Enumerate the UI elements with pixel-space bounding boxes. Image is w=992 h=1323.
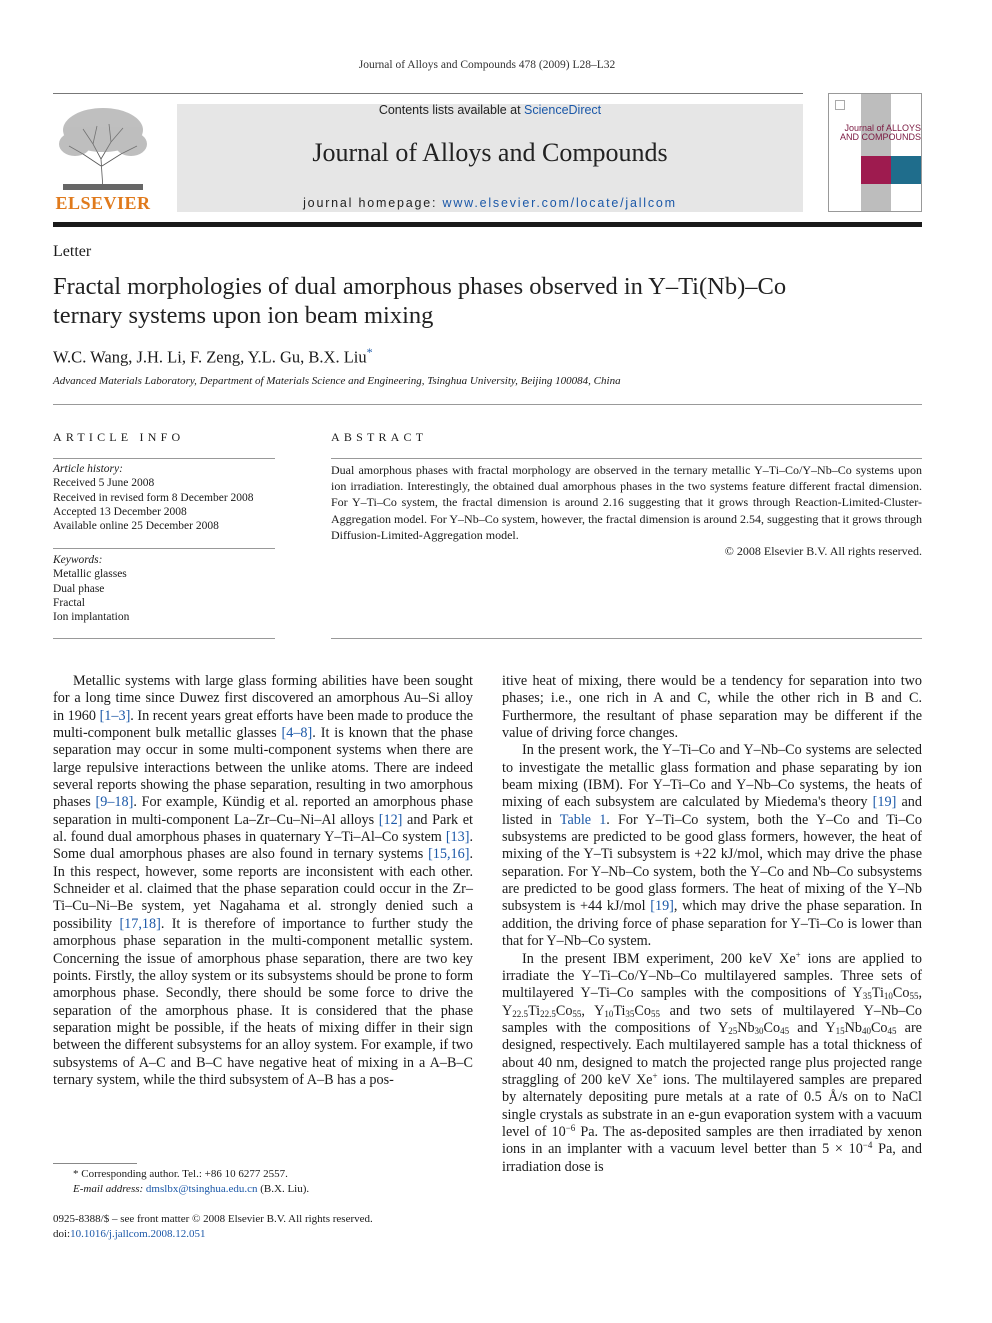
citation-link[interactable]: [1–3] (99, 707, 131, 724)
journal-cover-thumbnail[interactable] (828, 93, 922, 212)
keyword: Metallic glasses (53, 568, 127, 581)
history-label: Article history: (53, 463, 123, 475)
citation-link[interactable]: [9–18] (95, 794, 134, 811)
cover-teal-block (891, 156, 922, 184)
cover-magenta-block (861, 156, 891, 184)
homepage-link[interactable]: www.elsevier.com/locate/jallcom (442, 196, 677, 210)
keywords-rule (53, 548, 275, 549)
article-type: Letter (53, 243, 92, 260)
keywords (53, 553, 129, 624)
contents-prefix: Contents lists available at (378, 103, 525, 117)
contents-line (177, 103, 803, 117)
citation-link[interactable]: [15,16] (428, 846, 470, 863)
article-title: Fractal morphologies of dual amorphous phases observed in Y–Ti(Nb)–Co ternary systems upon ion beam mixing (53, 273, 787, 329)
history-item: Received in revised form 8 December 2008 (53, 491, 254, 504)
history-item: Available online 25 December 2008 (53, 520, 219, 533)
author-list (53, 345, 373, 368)
citation-link[interactable]: [13] (445, 829, 470, 846)
keyword: Ion implantation (53, 611, 130, 624)
chemical-formula: $Y_{22.5}Ti_{22.5}Co_{55}$ (502, 1002, 582, 1019)
chemical-formula: $Y_{35}Ti_{10}Co_{55}$ (852, 985, 919, 1002)
abstract-text (331, 462, 922, 559)
ynbco-compositions: $Y_{25}Nb_{30}Co_{45}$ and $Y_{15}Nb_{40}Co_{45}$ (717, 1019, 897, 1036)
journal-title: Journal of Alloys and Compounds (312, 138, 668, 167)
corresponding-author-link[interactable]: * (366, 345, 373, 359)
body-column-right (502, 673, 922, 1176)
abstract-rule (331, 458, 922, 459)
affiliation: Advanced Materials Laboratory, Department of Materials Science and Engineering, Tsinghua University, Beijing 100084, China (53, 375, 621, 387)
sciencedirect-link[interactable]: ScienceDirect (524, 103, 602, 117)
authors-text: W.C. Wang, J.H. Li, F. Zeng, Y.L. Gu, B.X. Liu (53, 347, 367, 367)
front-matter (53, 1212, 373, 1241)
footnote-rule (53, 1163, 137, 1164)
history-item: Received 5 June 2008 (53, 477, 155, 490)
email-link[interactable]: dmslbx@tsinghua.edu.cn (145, 1182, 258, 1195)
cover-gray-strip (861, 94, 891, 212)
front-matter-line: 0925-8388/$ – see front matter © 2008 Elsevier B.V. All rights reserved. (53, 1213, 373, 1225)
paragraph: In the present IBM experiment, 200 keV Xe+ ions are applied to irradiate the Y–Ti–Co/Y–Nb–Co multilayered samples. Three sets of multilayered Y–Ti–Co samples with the compositions of $Y_{35}Ti_{10}Co_{55}$, $Y_{22.5}Ti_{22.5}Co_{55}$, $Y_{10}Ti_{35}Co_{55}$ and two sets of multilayered Y–Nb–Co samples with the compositions of $Y_{25}Nb_{30}Co_{45}$ and $Y_{15}Nb_{40}Co_{45}$ are designed, respectively. Each multilayered sample has a total thickness of about 40 nm, designed to match the projected range plus projected range straggling of 200 keV Xe+ ions. The multilayered samples are prepared by alternately depositing pure metals at a rate of 0.5 Å/s on to NaCl single crystals as substrate in an e-gun evaporation system with a vacuum level of $10^{-6}$ Pa. The as-deposited samples are then irradiated by xenon ions in an implanter with a vacuum level better than $5 \times 10^{-4}$ Pa, and irradiation dose is (502, 949, 923, 1175)
citation-link[interactable]: [12] (378, 811, 403, 828)
paragraph: itive heat of mixing, there would be a tendency for separation into two phases; i.e., one rich in A and C, while the other rich in B and C. Furthermore, the resultant of phase separation may be different if the value of driving force changes. (502, 673, 922, 742)
doi-link[interactable]: 10.1016/j.jallcom.2008.12.051 (70, 1227, 206, 1240)
keyword: Fractal (53, 596, 85, 609)
chemical-formula: $Y_{25}Nb_{30}Co_{45}$ (717, 1019, 790, 1036)
paragraph: In the present work, the Y–Ti–Co and Y–Nb–Co systems are selected to investigate the metallic glass formation and phase separating by ion beam mixing (IBM). For Y–Ti–Co and Y–Nb–Co systems, the heats of mixing of each subsystem are calculated by Miedema's theory [19] and listed in Table 1. For Y–Ti–Co system, both the Y–Co and Ti–Co subsystems are predicted to be good glass formers, however, the heat of mixing of the Y–Ti subsystem is +22 kJ/mol, which may drive the phase separation. For Y–Nb–Co system, both the Y–Co and Nb–Co subsystems are predicted to be good glass formers. The heat of mixing of the Y–Nb subsystem is +44 kJ/mol [19], which may drive the phase separation. In addition, the driving force of phase separation for Y–Ti–Co is lower than that for Y–Nb–Co system. (502, 742, 922, 950)
email-note: E-mail address: dmslbx@tsinghua.edu.cn (B.X. Liu). (73, 1182, 310, 1195)
citation-link[interactable]: [19] (650, 898, 674, 915)
history-item: Accepted 13 December 2008 (53, 505, 187, 518)
article-info-heading: ARTICLE INFO (53, 430, 185, 444)
chemical-formula: $Y_{10}Ti_{35}Co_{55}$ (594, 1002, 660, 1019)
ytico-compositions: $Y_{35}Ti_{10}Co_{55}$, $Y_{22.5}Ti_{22.5}Co_{55}$, $Y_{10}Ti_{35}Co_{55}$ (502, 985, 922, 1019)
keywords-label: Keywords: (53, 554, 103, 566)
elsevier-tree-icon (53, 104, 153, 192)
cover-title: Journal of ALLOYS AND COMPOUNDS (839, 123, 921, 142)
citation-link[interactable]: [17,18] (119, 915, 161, 932)
paragraph: Metallic systems with large glass forming abilities have been sought for a long time since Duwez first discovered an amorphous Au–Si alloy in 1960 [1–3]. In recent years great efforts have been made to produce the multi-component bulk metallic glasses [4–8]. It is known that the phase separation may occur in some multi-component systems when there are large repulsive interactions between the unlike atoms. There are indeed several reports showing the phase separation, resulting in two amorphous phases [9–18]. For example, Kündig et al. reported an amorphous phase separation in multi-component La–Zr–Cu–Ni–Al alloys [12] and Park et al. found dual amorphous phases in quaternary Y–Ti–Al–Co system [13]. Some dual amorphous phases are also found in ternary systems [15,16]. In this respect, however, some reports are inconsistent with each other. Schneider et al. claimed that the phase separation could occur in the Zr–Ti–Cu–Ni–Be system, yet Nagahama et al. strongly denied such a possibility [17,18]. It is therefore of importance to further study the amorphous phase separation in the multi-component metallic system. Concerning the issue of amorphous phase separation, there are two key points. Firstly, the alloy system or its subsystems should be prone to form amorphous phase. Secondly, there should be some force to drive the separation of the amorphous phase. It is considered that the phase separation might be possible, if the heats of mixing differ in their sign between the different subsystems for an alloy system. For example, if two subsystems of A–C and B–C have negative heat of mixing in a A–B–C ternary system, while the third subsystem of A–B has a pos- (53, 673, 474, 1088)
citation-link[interactable]: [19] (872, 794, 897, 811)
abstract-bottom-rule (331, 638, 922, 639)
doi-line: doi:10.1016/j.jallcom.2008.12.051 (53, 1227, 206, 1240)
citation-link[interactable]: [4–8] (281, 725, 313, 742)
abstract-body: Dual amorphous phases with fractal morphology are observed in the ternary metallic Y–Ti–Co/Y–Nb–Co systems upon ion irradiation. Interestingly, the obtained dual amorphous phases in the two systems feature different fractal dimension. For Y–Ti–Co system, the fractal dimension is around 2.16 suggesting that it grows through Reaction-Limited-Cluster-Aggregation model. For Y–Nb–Co system, however, the fractal dimension is around 2.54, suggesting that it grows through Diffusion-Limited-Aggregation model. (331, 463, 922, 542)
header-rule (53, 404, 922, 405)
article-info-bottom-rule (53, 638, 275, 639)
abstract-heading: ABSTRACT (331, 430, 428, 444)
article-info-rule (53, 458, 275, 459)
running-head: Journal of Alloys and Compounds 478 (2009) L28–L32 (358, 59, 616, 71)
article-history (53, 462, 254, 533)
masthead-top-rule (53, 93, 803, 94)
corresponding-author-note: * Corresponding author. Tel.: +86 10 6277 2557. (73, 1168, 288, 1180)
body-column-left (53, 673, 473, 1089)
elsevier-wordmark: ELSEVIER (55, 193, 151, 213)
table-link[interactable]: Table 1 (559, 811, 607, 828)
keyword: Dual phase (53, 582, 105, 595)
masthead-rule (53, 222, 922, 227)
footnotes (53, 1167, 473, 1196)
cover-emblem-icon (835, 100, 845, 110)
chemical-formula: $Y_{15}Nb_{40}Co_{45}$ (825, 1019, 897, 1036)
homepage-prefix: journal homepage: (303, 196, 443, 210)
abstract-copyright: © 2008 Elsevier B.V. All rights reserved. (724, 544, 922, 559)
journal-homepage (177, 196, 803, 210)
